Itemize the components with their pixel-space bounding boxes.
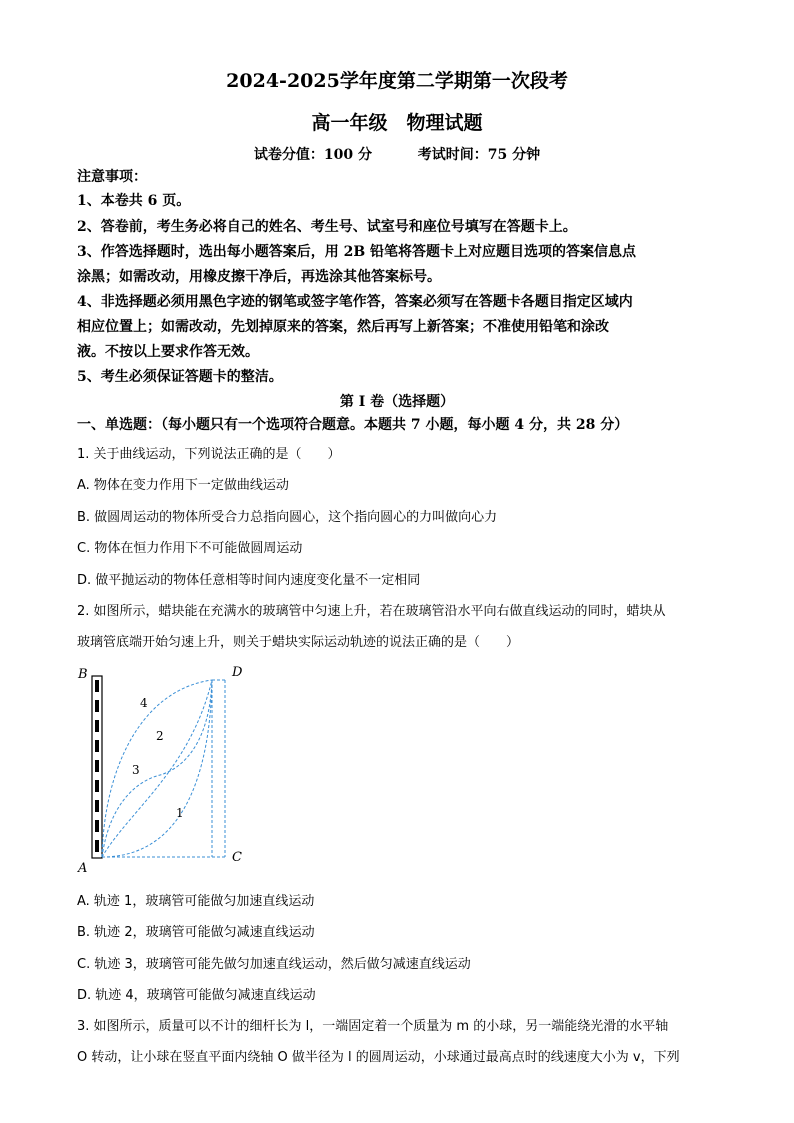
note-line-6: 相应位置上；如需改动，先划掉原来的答案，然后再写上新答案；不准使用铅笔和涂改	[77, 319, 609, 335]
q1-stem: 1. 关于曲线运动，下列说法正确的是（ ）	[77, 447, 341, 462]
curve-label-4: 4	[140, 696, 148, 710]
part-heading: 一、单选题：（每小题只有一个选项符合题意。本题共 7 小题，每小题 4 分，共 28 分）	[77, 417, 629, 433]
q1-option-d: D. 做平抛运动的物体任意相等时间内速度变化量不一定相同	[77, 573, 421, 588]
q1-option-c: C. 物体在恒力作用下不可能做圆周运动	[77, 541, 303, 556]
trajectory-4	[102, 680, 212, 857]
section-title: 第 I 卷（选择题）	[339, 394, 455, 410]
note-line-7: 液。不按以上要求作答无效。	[77, 344, 259, 360]
q1-option-a: A. 物体在变力作用下一定做曲线运动	[77, 478, 289, 493]
exam-info	[0, 144, 794, 164]
q2-option-c: C. 轨迹 3，玻璃管可能先做匀加速直线运动，然后做匀减速直线运动	[77, 957, 471, 972]
note-line-3: 3、作答选择题时，选出每小题答案后，用 2B 铅笔将答题卡上对应题目选项的答案信息点	[77, 244, 637, 260]
exam-title: 2024-2025学年度第二学期第一次段考	[226, 70, 568, 92]
q2-stem-line-1: 2. 如图所示，蜡块能在充满水的玻璃管中匀速上升，若在玻璃管沿水平向右做直线运动的同时，蜡块从	[77, 604, 666, 619]
trajectory-2	[102, 680, 212, 857]
q3-stem-line-2: O 转动，让小球在竖直平面内绕轴 O 做半径为 l 的圆周运动，小球通过最高点时的线速度大小为 v，下列	[77, 1050, 680, 1065]
exam-score: 试卷分值：100 分	[253, 147, 372, 163]
q2-option-b: B. 轨迹 2，玻璃管可能做匀减速直线运动	[77, 925, 315, 940]
note-line-1: 1、本卷共 6 页。	[77, 193, 191, 209]
label-b: B	[78, 667, 88, 682]
q3-stem-line-1: 3. 如图所示，质量可以不计的细杆长为 l，一端固定着一个质量为 m 的小球，另一端能绕光滑的水平轴	[77, 1019, 669, 1034]
q1-option-b: B. 做圆周运动的物体所受合力总指向圆心，这个指向圆心的力叫做向心力	[77, 510, 498, 525]
q2-stem-line-2: 玻璃管底端开始匀速上升，则关于蜡块实际运动轨迹的说法正确的是（ ）	[77, 635, 520, 650]
exam-time: 考试时间：75 分钟	[417, 147, 541, 163]
label-d: D	[232, 665, 243, 680]
notes-heading: 注意事项：	[77, 169, 147, 185]
curve-label-2: 2	[156, 729, 164, 743]
curve-label-1: 1	[176, 806, 184, 820]
q2-option-a: A. 轨迹 1，玻璃管可能做匀加速直线运动	[77, 894, 315, 909]
exam-subtitle: 高一年级 物理试题	[311, 112, 483, 134]
q2-option-d: D. 轨迹 4，玻璃管可能做匀减速直线运动	[77, 988, 316, 1003]
note-line-5: 4、非选择题必须用黑色字迹的钢笔或签字笔作答，答案必须写在答题卡各题目指定区域内	[77, 294, 633, 310]
label-a: A	[78, 861, 88, 875]
curve-label-3: 3	[132, 763, 140, 777]
trajectory-1	[102, 680, 212, 857]
note-line-2: 2、答卷前，考生务必将自己的姓名、考生号、试室号和座位号填写在答题卡上。	[77, 219, 577, 235]
note-line-8: 5、考生必须保证答题卡的整洁。	[77, 369, 283, 385]
trajectory-diagram	[70, 660, 260, 875]
trajectory-3	[102, 680, 212, 857]
note-line-4: 涂黑；如需改动，用橡皮擦干净后，再选涂其他答案标号。	[77, 269, 441, 285]
label-c: C	[232, 850, 242, 865]
q2-trajectory-figure	[70, 660, 260, 875]
